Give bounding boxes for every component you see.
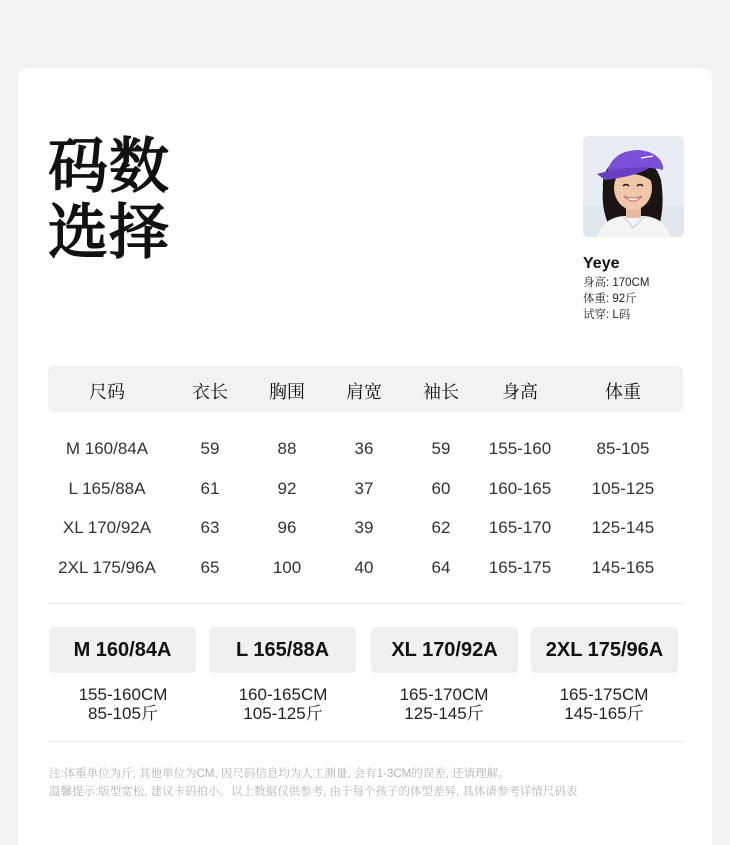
size-guide-card [18, 68, 712, 845]
size-height-range: 165-175CM [559, 685, 649, 704]
table-cell: 165-170 [488, 518, 552, 537]
header-length: 衣长 [192, 382, 228, 402]
size-card-m: M 160/84A [49, 627, 196, 673]
table-cell: 65 [200, 558, 220, 577]
header-shoulder: 肩宽 [346, 382, 382, 402]
fit-tip-note: 温馨提示:版型宽松, 建议卡码拍小。以上数据仅供参考, 由于每个孩子的体型差异, 具体请参考详情尺码表 [49, 786, 578, 798]
size-height-range: 155-160CM [78, 685, 168, 704]
table-cell: 88 [277, 439, 297, 458]
table-cell: 125-145 [591, 518, 655, 537]
model-name: Yeye [583, 255, 620, 272]
table-cell: 100 [272, 558, 302, 577]
size-card-l: L 165/88A [209, 627, 356, 673]
table-cell: 155-160 [488, 439, 552, 458]
table-cell: 92 [277, 479, 297, 498]
table-cell: L 165/88A [68, 479, 146, 498]
model-photo [583, 136, 684, 237]
table-cell: 59 [200, 439, 220, 458]
table-cell: 96 [277, 518, 297, 537]
table-cell: 85-105 [596, 439, 650, 458]
size-table-header [48, 366, 683, 412]
table-cell: 39 [354, 518, 374, 537]
table-cell: 40 [354, 558, 374, 577]
size-height-range: 160-165CM [238, 685, 328, 704]
table-cell: 37 [354, 479, 374, 498]
model-portrait-image [583, 136, 684, 237]
section-divider [48, 741, 684, 742]
size-detail-l [203, 685, 363, 723]
table-cell: 59 [431, 439, 451, 458]
table-cell: 63 [200, 518, 220, 537]
size-detail-m [43, 685, 203, 723]
table-cell: 60 [431, 479, 451, 498]
header-size: 尺码 [89, 382, 125, 402]
table-cell: 64 [431, 558, 451, 577]
table-cell: 165-175 [488, 558, 552, 577]
header-weight: 体重 [605, 382, 641, 402]
table-cell: M 160/84A [65, 439, 149, 458]
table-cell: XL 170/92A [62, 518, 152, 537]
section-divider [48, 603, 684, 604]
title-line-1: 码数 [48, 133, 170, 200]
title-line-2: 选择 [48, 199, 170, 266]
size-weight-range: 105-125斤 [243, 704, 323, 723]
size-detail-2xl [524, 685, 684, 723]
size-weight-range: 145-165斤 [564, 704, 644, 723]
table-cell: 36 [354, 439, 374, 458]
table-cell: 105-125 [591, 479, 655, 498]
model-tried-size: 试穿: L码 [583, 309, 631, 321]
size-weight-range: 125-145斤 [404, 704, 484, 723]
size-weight-range: 85-105斤 [88, 704, 158, 723]
size-card-2xl: 2XL 175/96A [531, 627, 678, 673]
measurement-note: 注:体重单位为斤, 其他单位为CM, 因尺码信息均为人工测量, 会有1-3CM的误差, 还请理解。 [49, 768, 510, 780]
table-cell: 160-165 [488, 479, 552, 498]
table-cell: 62 [431, 518, 451, 537]
header-sleeve: 袖长 [423, 382, 459, 402]
model-weight: 体重: 92斤 [583, 293, 637, 305]
header-chest: 胸围 [269, 382, 305, 402]
model-height: 身高: 170CM [583, 277, 650, 289]
page-title [48, 134, 170, 266]
table-cell: 145-165 [591, 558, 655, 577]
size-card-xl: XL 170/92A [371, 627, 518, 673]
table-cell: 61 [200, 479, 220, 498]
header-height: 身高 [502, 382, 538, 402]
table-cell: 2XL 175/96A [58, 558, 156, 577]
size-height-range: 165-170CM [399, 685, 489, 704]
size-detail-xl [364, 685, 524, 723]
